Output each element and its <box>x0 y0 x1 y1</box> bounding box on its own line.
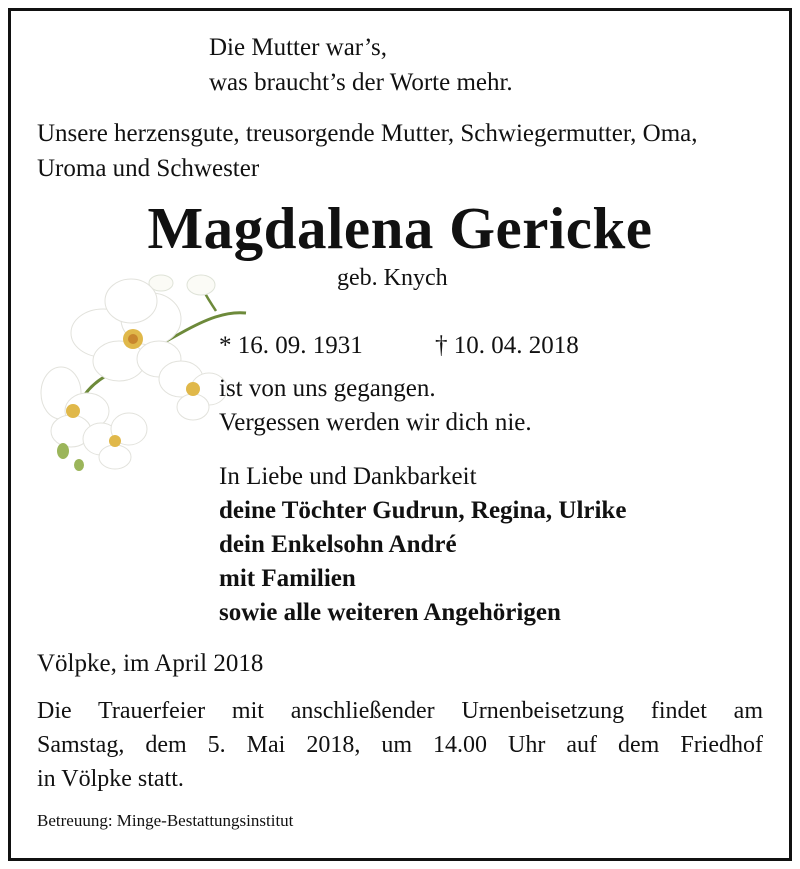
funeral-home-credit: Betreuung: Minge-Bestattungsinstitut <box>37 811 294 830</box>
obituary-notice <box>8 8 792 861</box>
deceased-name: Magdalena Gericke <box>147 195 653 261</box>
intro-line-1: Unsere herzensgute, treusorgende Mutter, Schwiegermutter, Oma, <box>37 120 698 147</box>
mourners-line-2: dein Enkelsohn André <box>219 531 457 558</box>
mourners-line-1: deine Töchter Gudrun, Regina, Ulrike <box>219 497 627 524</box>
mourners-line-4: sowie alle weiteren Angehörigen <box>219 599 561 626</box>
funeral-line-2: Samstag, dem 5. Mai 2018, um 14.00 Uhr auf dem Friedhof <box>37 732 763 758</box>
motto-line-2: was braucht’s der Worte mehr. <box>209 69 513 96</box>
message-line-1: ist von uns gegangen. <box>219 375 436 402</box>
funeral-notice <box>37 694 763 796</box>
message-line-2: Vergessen werden wir dich nie. <box>219 409 532 436</box>
death-date: † 10. 04. 2018 <box>435 332 579 359</box>
funeral-line-3: in Völpke statt. <box>37 766 184 792</box>
mourners-intro: In Liebe und Dankbarkeit <box>219 463 477 490</box>
place-date: Völpke, im April 2018 <box>37 650 264 677</box>
mourners-line-3: mit Familien <box>219 565 356 592</box>
intro-line-2: Uroma und Schwester <box>37 155 260 182</box>
maiden-name: geb. Knych <box>337 265 448 291</box>
funeral-line-1: Die Trauerfeier mit anschließender Urnenbeisetzung findet am <box>37 698 763 724</box>
white-orchid-icon <box>31 261 266 476</box>
motto-line-1: Die Mutter war’s, <box>209 34 387 61</box>
birth-date: * 16. 09. 1931 <box>219 332 363 359</box>
